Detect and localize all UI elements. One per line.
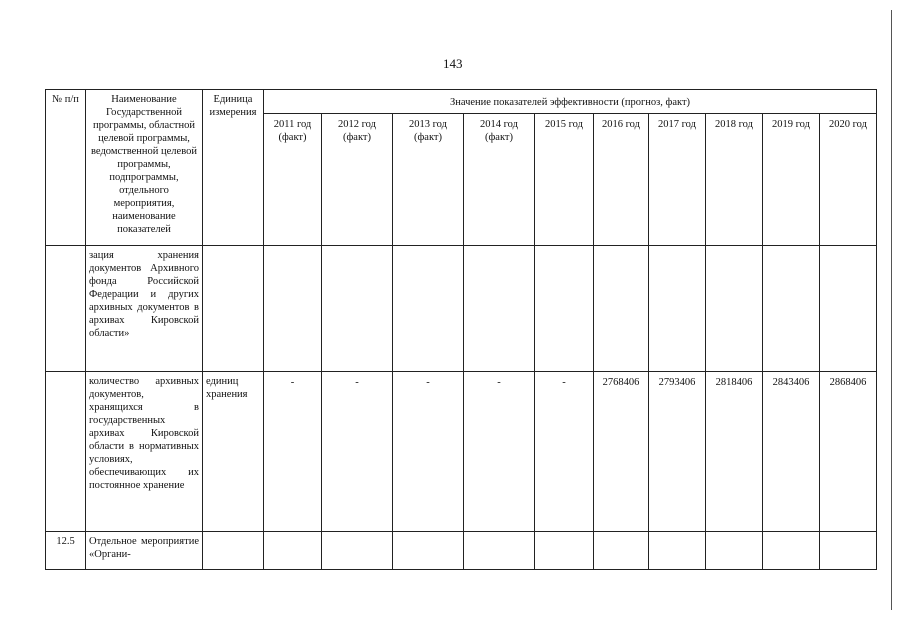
- row-value: [322, 532, 393, 570]
- row-no: 12.5: [46, 532, 86, 570]
- page-number: 143: [443, 56, 463, 71]
- row-name: количество архивных документов, хранящихся в государственных архивах Кировской области в нормативных условиях, обеспечивающих их постоянное хранение: [86, 372, 203, 532]
- row-value: [763, 246, 820, 372]
- header-year: 2019 год: [763, 114, 820, 246]
- row-value: [535, 246, 594, 372]
- row-value: [706, 532, 763, 570]
- row-value: -: [264, 372, 322, 532]
- row-value: [594, 246, 649, 372]
- row-value: [535, 532, 594, 570]
- header-unit: Единица измерения: [203, 90, 264, 246]
- row-value: [264, 246, 322, 372]
- header-values: Значение показателей эффективности (прогноз, факт): [264, 90, 877, 114]
- header-year: 2017 год: [649, 114, 706, 246]
- row-value: [264, 532, 322, 570]
- table-row: [46, 532, 877, 570]
- row-value: [464, 532, 535, 570]
- row-value: 2793406: [649, 372, 706, 532]
- row-value: [322, 246, 393, 372]
- header-year: 2016 год: [594, 114, 649, 246]
- row-value: 2768406: [594, 372, 649, 532]
- row-value: [649, 532, 706, 570]
- row-value: [820, 246, 877, 372]
- row-value: 2868406: [820, 372, 877, 532]
- header-year: 2015 год: [535, 114, 594, 246]
- row-value: -: [464, 372, 535, 532]
- header-year: 2018 год: [706, 114, 763, 246]
- row-unit: единиц хранения: [203, 372, 264, 532]
- row-value: [594, 532, 649, 570]
- header-year: 2012 год (факт): [322, 114, 393, 246]
- row-no: [46, 372, 86, 532]
- header-name: Наименование Государственной программы, областной целевой программы, ведомственной целевой программы, подпрограммы, отдельного мероприятия, наименование показателей: [86, 90, 203, 246]
- header-no: № п/п: [46, 90, 86, 246]
- row-value: -: [535, 372, 594, 532]
- row-value: [393, 246, 464, 372]
- row-name: зация хранения документов Архивного фонда Российской Федерации и других архивных документов в архивах Кировской области»: [86, 246, 203, 372]
- row-value: [649, 246, 706, 372]
- header-year: 2013 год (факт): [393, 114, 464, 246]
- header-year: 2014 год (факт): [464, 114, 535, 246]
- table-row: [46, 372, 877, 532]
- page-edge-line: [891, 10, 892, 610]
- row-value: -: [322, 372, 393, 532]
- row-value: [706, 246, 763, 372]
- row-value: [393, 532, 464, 570]
- row-value: [763, 532, 820, 570]
- indicators-table: [45, 89, 877, 570]
- row-unit: [203, 246, 264, 372]
- row-name: Отдельное мероприятие «Органи-: [86, 532, 203, 570]
- header-row-top: [46, 90, 877, 114]
- header-year: 2011 год (факт): [264, 114, 322, 246]
- row-value: [464, 246, 535, 372]
- row-value: 2843406: [763, 372, 820, 532]
- row-value: 2818406: [706, 372, 763, 532]
- header-year: 2020 год: [820, 114, 877, 246]
- row-unit: [203, 532, 264, 570]
- row-value: -: [393, 372, 464, 532]
- row-value: [820, 532, 877, 570]
- row-no: [46, 246, 86, 372]
- table-row: [46, 246, 877, 372]
